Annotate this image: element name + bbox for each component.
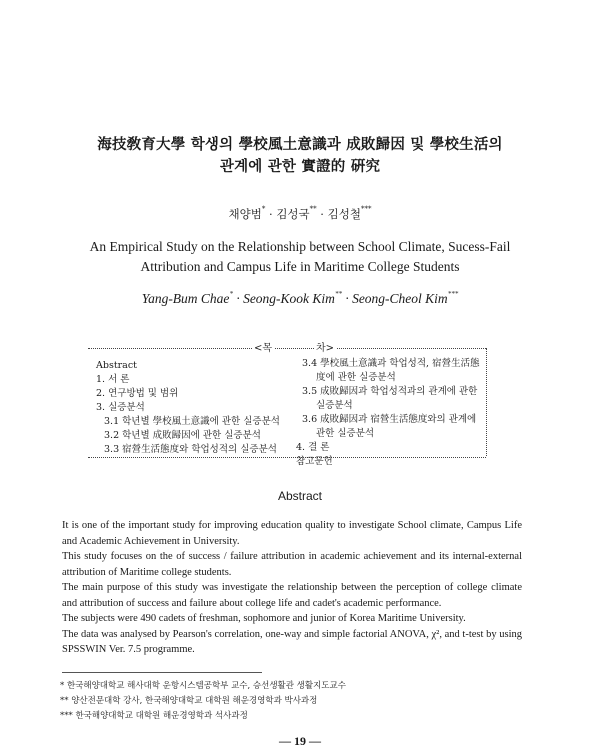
page-number: — 19 — <box>279 734 321 748</box>
abstract-paragraph: The main purpose of this study was investigate the relationship between the perception of college climate and attribution of success and failure about college life and cadet's academic performance. <box>62 582 522 609</box>
toc-item: 2. 연구방법 및 범위 <box>96 388 179 399</box>
toc-item: 관한 실증분석 <box>316 428 375 439</box>
author-separator: · <box>265 207 277 221</box>
footnote-3: *** 한국해양대학교 대학원 해운경영학과 석사과정 <box>60 711 248 721</box>
toc-item: 3.3 宿營生活態度와 학업성적의 실증분석 <box>104 444 277 455</box>
toc-item: 3.1 학년별 學校風土意識에 관한 실증분석 <box>104 416 280 427</box>
footnote-2: ** 양산전문대학 강사, 한국해양대학교 대학원 해운경영학과 박사과정 <box>60 696 318 706</box>
toc-item: 3. 실증분석 <box>96 402 145 413</box>
abstract-paragraph: The subjects were 490 cadets of freshman, sophomore and junior of Korea Maritime University. <box>62 613 466 624</box>
toc-item: 度에 관한 실증분석 <box>316 372 396 383</box>
abstract-paragraph: It is one of the important study for improving education quality to investigate School climate, Campus Life and Academic Achievement in University. <box>62 520 522 547</box>
abstract-body <box>62 518 522 658</box>
toc-border-right <box>486 348 487 456</box>
authors-english <box>0 291 600 307</box>
author-3-ko: 김성철 <box>327 207 361 221</box>
title-korean-line1: 海技敎育大學 학생의 學校風土意識과 成敗歸因 및 學校生活의 <box>97 136 503 153</box>
abstract-paragraph: This study focuses on the of success / failure attribution in academic achievement and its internal-external attribution of Maritime college students. <box>62 551 522 578</box>
author-2-ko: 김성국 <box>276 207 310 221</box>
toc-left-column <box>96 359 280 457</box>
author-1-en: Yang-Bum Chae <box>141 291 230 306</box>
toc-item: 참고문헌 <box>296 456 333 467</box>
title-korean-line2: 관계에 관한 實證的 硏究 <box>219 158 381 175</box>
author-separator: · <box>232 291 244 306</box>
author-2-en: Seong-Kook Kim <box>243 291 335 306</box>
author-1-marker: * <box>261 205 266 213</box>
title-english-line2: Attribution and Campus Life in Maritime College Students <box>140 259 460 274</box>
abstract-heading: Abstract <box>277 489 322 503</box>
footnote-1: * 한국해양대학교 해사대학 운항시스템공학부 교수, 승선생활관 생활지도교수 <box>60 681 346 691</box>
author-2-en-marker: ** <box>334 290 342 298</box>
footnote-rule <box>62 672 262 673</box>
toc-item: 1. 서 론 <box>96 374 130 385</box>
title-english-line1: An Empirical Study on the Relationship between School Climate, Sucess-Fail <box>89 239 511 254</box>
author-1-ko: 채양범 <box>228 207 262 221</box>
toc-item: 3.5 成敗歸因과 학업성적과의 관계에 관한 <box>302 386 478 397</box>
authors-korean <box>0 206 600 222</box>
abstract-paragraph: The data was analysed by Pearson's correlation, one-way and simple factorial ANOVA, χ², and t-test by using SPSSWIN Ver. 7.5 programme. <box>62 628 522 655</box>
toc-item: 4. 결 론 <box>296 442 330 453</box>
toc-right-column <box>296 357 480 469</box>
author-1-en-marker: * <box>229 290 233 298</box>
toc-heading-left: <목 <box>252 339 274 354</box>
author-2-marker: ** <box>309 205 317 213</box>
author-separator: · <box>316 207 328 221</box>
toc-item: 3.4 學校風土意識과 학업성적, 宿營生活態 <box>302 358 480 369</box>
toc-item: Abstract <box>96 360 137 371</box>
toc-heading-right: 차> <box>314 339 336 354</box>
toc-item: 3.6 成敗歸因과 宿營生活態度와의 관계에 <box>302 414 477 425</box>
author-3-en-marker: *** <box>447 290 459 298</box>
author-3-en: Seong-Cheol Kim <box>352 291 448 306</box>
toc-item: 실증분석 <box>316 400 353 411</box>
toc-item: 3.2 학년별 成敗歸因에 관한 실증분석 <box>104 430 261 441</box>
author-3-marker: *** <box>360 205 372 213</box>
author-separator: · <box>341 291 353 306</box>
